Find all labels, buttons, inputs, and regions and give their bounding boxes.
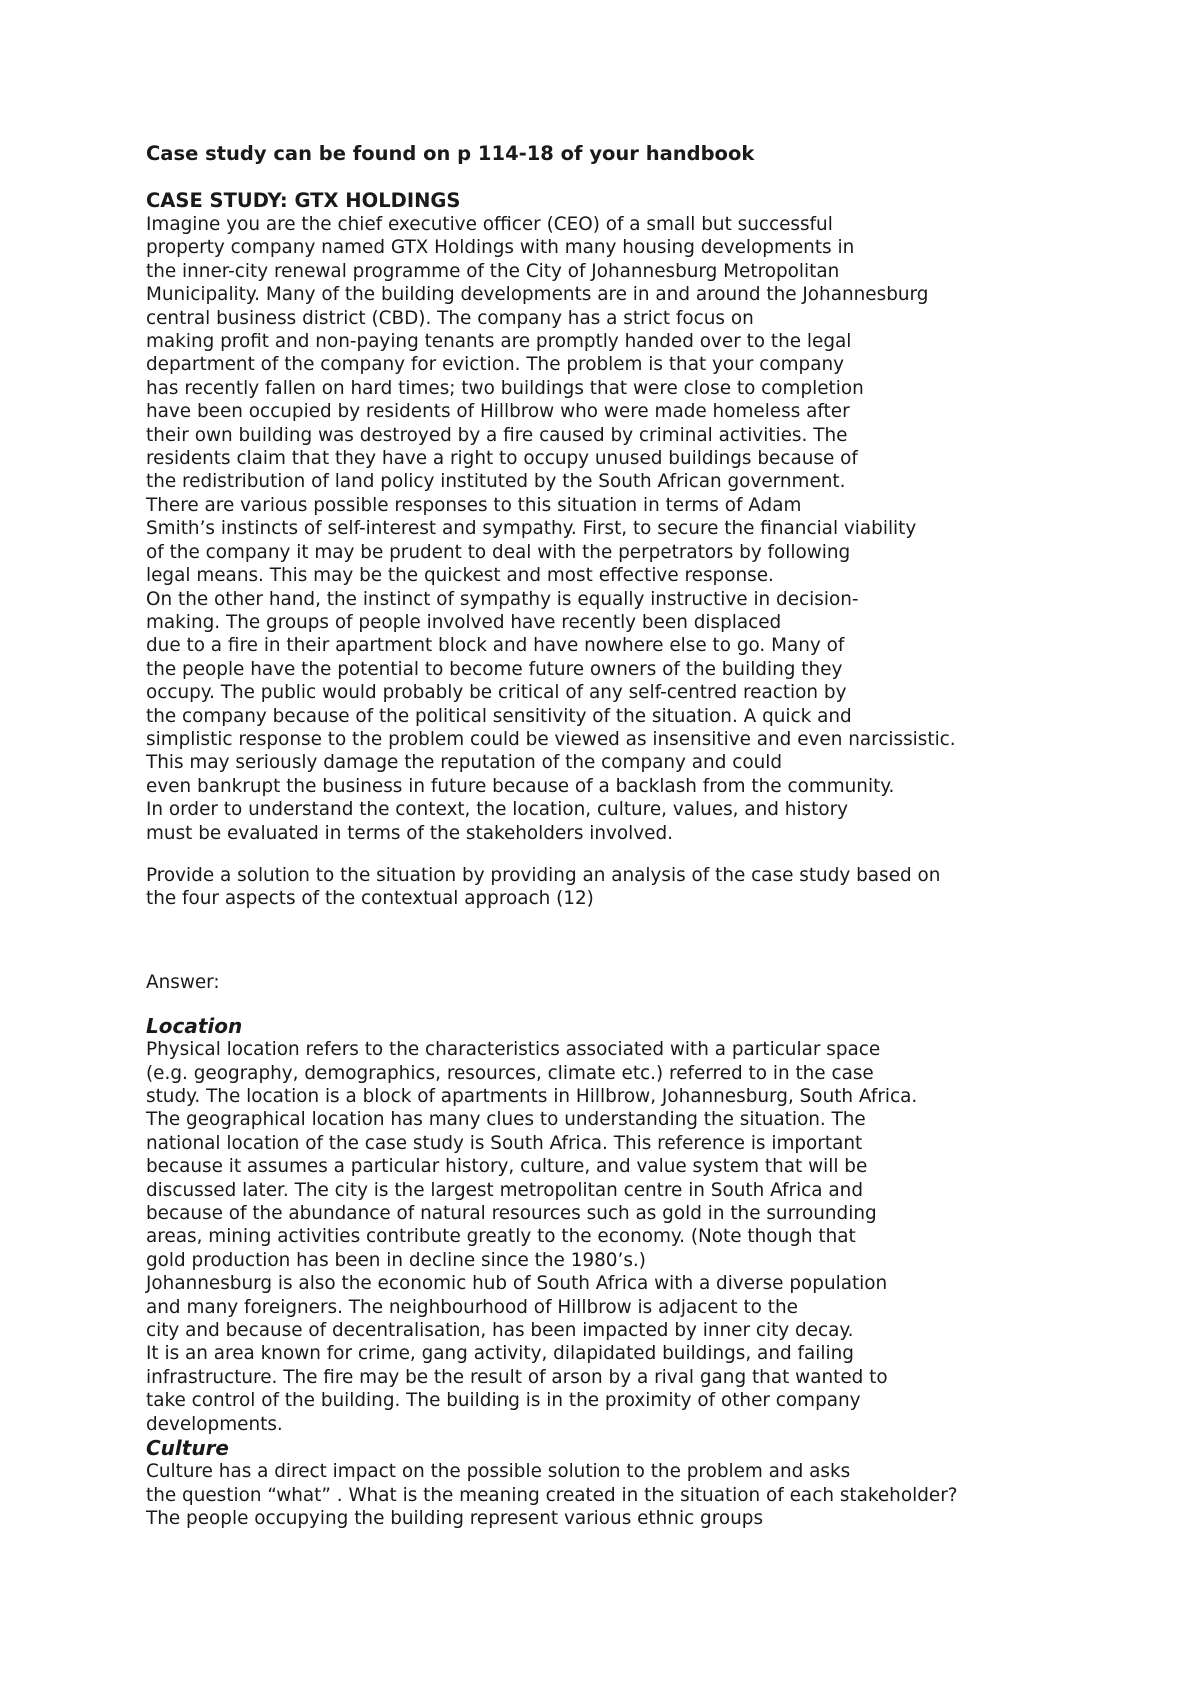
- answer-label: Answer:: [146, 971, 220, 993]
- location-line: city and because of decentralisation, has been impacted by inner city decay.: [146, 1320, 854, 1342]
- case-study-line: legal means. This may be the quickest and most effective response.: [146, 565, 774, 587]
- location-text: [146, 1038, 1146, 1436]
- question-text: [146, 864, 1146, 911]
- culture-line: The people occupying the building represent various ethnic groups: [146, 1507, 764, 1529]
- culture-heading: Culture: [146, 1436, 229, 1461]
- question-line: the four aspects of the contextual approach (12): [146, 888, 594, 910]
- case-study-text: [146, 213, 1146, 845]
- location-line: discussed later. The city is the largest metropolitan centre in South Africa and: [146, 1179, 863, 1201]
- location-line: (e.g. geography, demographics, resources, climate etc.) referred to in the case: [146, 1062, 874, 1084]
- location-line: The geographical location has many clues to understanding the situation. The: [146, 1109, 866, 1131]
- case-study-line: the people have the potential to become future owners of the building they: [146, 658, 843, 680]
- case-study-line: residents claim that they have a right to occupy unused buildings because of: [146, 448, 858, 470]
- location-line: Physical location refers to the characteristics associated with a particular space: [146, 1039, 881, 1061]
- culture-line: Culture has a direct impact on the possible solution to the problem and asks: [146, 1461, 851, 1483]
- case-study-line: has recently fallen on hard times; two buildings that were close to completion: [146, 377, 864, 399]
- location-line: It is an area known for crime, gang activity, dilapidated buildings, and failing: [146, 1343, 854, 1365]
- case-study-line: the redistribution of land policy instituted by the South African government.: [146, 471, 846, 493]
- location-line: gold production has been in decline since the 1980’s.): [146, 1249, 646, 1271]
- case-study-line: due to a fire in their apartment block and have nowhere else to go. Many of: [146, 635, 845, 657]
- case-study-line: of the company it may be prudent to deal with the perpetrators by following: [146, 541, 851, 563]
- location-line: because of the abundance of natural resources such as gold in the surrounding: [146, 1203, 877, 1225]
- location-line: areas, mining activities contribute greatly to the economy. (Note though that: [146, 1226, 856, 1248]
- document-content: [146, 142, 1146, 1530]
- location-line: infrastructure. The fire may be the result of arson by a rival gang that wanted to: [146, 1366, 888, 1388]
- handbook-reference-heading: Case study can be found on p 114-18 of your handbook: [146, 142, 755, 165]
- case-study-line: In order to understand the context, the location, culture, values, and history: [146, 799, 849, 821]
- location-line: study. The location is a block of apartments in Hillbrow, Johannesburg, South Africa.: [146, 1086, 918, 1107]
- case-study-line: department of the company for eviction. The problem is that your company: [146, 354, 844, 376]
- case-study-line: This may seriously damage the reputation of the company and could: [146, 752, 783, 774]
- location-line: Johannesburg is also the economic hub of South Africa with a diverse population: [146, 1273, 888, 1295]
- case-study-line: have been occupied by residents of Hillbrow who were made homeless after: [146, 401, 850, 423]
- case-study-line: There are various possible responses to this situation in terms of Adam: [146, 494, 802, 516]
- case-study-line: occupy. The public would probably be critical of any self-centred reaction by: [146, 682, 847, 704]
- case-study-line: the inner-city renewal programme of the City of Johannesburg Metropolitan: [146, 260, 840, 282]
- location-line: because it assumes a particular history, culture, and value system that will be: [146, 1156, 868, 1178]
- culture-line: the question “what” . What is the meaning created in the situation of each stakeholder?: [146, 1484, 958, 1506]
- case-study-line: making. The groups of people involved have recently been displaced: [146, 611, 782, 633]
- case-study-line: must be evaluated in terms of the stakeholders involved.: [146, 822, 673, 844]
- question-line: Provide a solution to the situation by providing an analysis of the case study based on: [146, 864, 941, 886]
- case-study-line: On the other hand, the instinct of sympathy is equally instructive in decision-: [146, 588, 859, 610]
- case-study-line: property company named GTX Holdings with many housing developments in: [146, 237, 855, 259]
- case-study-line: the company because of the political sensitivity of the situation. A quick and: [146, 705, 852, 727]
- location-line: national location of the case study is South Africa. This reference is important: [146, 1132, 863, 1154]
- case-study-line: their own building was destroyed by a fire caused by criminal activities. The: [146, 424, 848, 446]
- location-line: and many foreigners. The neighbourhood of Hillbrow is adjacent to the: [146, 1296, 798, 1318]
- case-study-line: even bankrupt the business in future because of a backlash from the community.: [146, 775, 895, 797]
- location-line: take control of the building. The building is in the proximity of other company: [146, 1390, 861, 1412]
- case-study-line: Imagine you are the chief executive officer (CEO) of a small but successful: [146, 214, 833, 235]
- case-study-line: simplistic response to the problem could be viewed as insensitive and even narcissistic.: [146, 728, 956, 750]
- case-study-line: central business district (CBD). The company has a strict focus on: [146, 307, 754, 329]
- case-study-line: Municipality. Many of the building developments are in and around the Johannesburg: [146, 284, 929, 306]
- case-study-title: CASE STUDY: GTX HOLDINGS: [146, 189, 461, 212]
- culture-text: [146, 1460, 1146, 1530]
- location-line: developments.: [146, 1413, 283, 1435]
- case-study-line: Smith’s instincts of self-interest and sympathy. First, to secure the financial viability: [146, 518, 917, 540]
- location-heading: Location: [146, 1014, 243, 1039]
- case-study-line: making profit and non-paying tenants are promptly handed over to the legal: [146, 331, 852, 353]
